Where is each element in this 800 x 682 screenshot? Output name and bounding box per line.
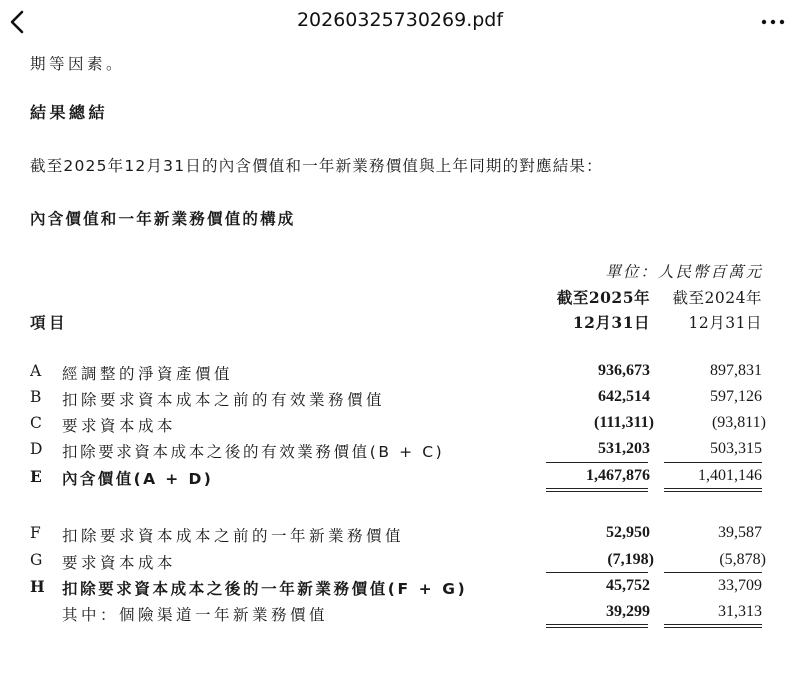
carryover-text: 期等因素。 [30, 55, 126, 73]
unit-note: 單位：人民幣百萬元 [605, 263, 763, 281]
document-page[interactable] [0, 44, 800, 682]
row-label: 要求資本成本 [62, 417, 177, 435]
value-2024: 897,831 [710, 362, 762, 379]
col-2024-header-line2: 12月31日 [688, 314, 762, 332]
item-column-header: 項目 [30, 314, 69, 332]
row-label: 經調整的淨資產價值 [62, 365, 234, 383]
more-horizontal-icon [760, 8, 786, 36]
col-2024-header-line1: 截至2024年 [672, 289, 762, 307]
value-2024: 33,709 [718, 577, 762, 594]
subtotal-rule [664, 462, 762, 463]
total-double-rule [664, 624, 762, 625]
value-2025: 936,673 [598, 362, 650, 379]
value-2025: 39,299 [606, 603, 650, 620]
value-2025: 45,752 [606, 577, 650, 594]
total-double-rule [664, 491, 762, 492]
row-code: B [30, 388, 42, 406]
section-title: 結果總結 [30, 103, 109, 122]
total-double-rule [546, 488, 648, 489]
row-code: C [30, 414, 42, 432]
more-options-button[interactable] [760, 8, 786, 36]
value-2024: 1,401,146 [698, 467, 762, 484]
total-double-rule [664, 488, 762, 489]
value-2025: 1,467,876 [586, 467, 650, 484]
total-double-rule [664, 627, 762, 628]
value-2024: (5,878) [719, 551, 766, 568]
viewer-top-bar [0, 0, 800, 44]
subtotal-rule [664, 572, 762, 573]
value-2025: 531,203 [598, 440, 650, 457]
value-2024: (93,811) [711, 414, 766, 431]
row-label: 扣除要求資本成本之前的一年新業務價值 [62, 527, 405, 545]
row-code: A [30, 362, 42, 380]
value-2024: 503,315 [710, 440, 762, 457]
value-2025: 642,514 [598, 388, 650, 405]
value-2024: 31,313 [718, 603, 762, 620]
row-label: 扣除要求資本成本之前的有效業務價值 [62, 391, 386, 409]
row-code: F [30, 524, 41, 542]
row-code: D [30, 440, 43, 458]
total-double-rule [546, 624, 648, 625]
table-title: 內含價值和一年新業務價值的構成 [30, 210, 296, 228]
document-filename: 20260325730269.pdf [296, 9, 504, 31]
row-label: 內含價值(A + D) [62, 470, 214, 488]
value-2024: 597,126 [710, 388, 762, 405]
total-double-rule [546, 627, 648, 628]
row-label: 扣除要求資本成本之後的一年新業務價值(F + G) [62, 580, 468, 598]
row-label: 扣除要求資本成本之後的有效業務價值(B + C) [62, 443, 445, 461]
row-code: E [30, 467, 42, 486]
value-2025: (7,198) [607, 551, 654, 568]
row-code: H [30, 577, 45, 596]
value-2025: (111,311) [593, 414, 654, 431]
row-label: 其中：個險渠道一年新業務價值 [62, 606, 329, 624]
subtotal-rule [546, 462, 648, 463]
col-2025-header-line2: 12月31日 [572, 313, 650, 332]
value-2025: 52,950 [606, 524, 650, 541]
value-2024: 39,587 [718, 524, 762, 541]
row-code: G [30, 551, 43, 569]
total-double-rule [546, 491, 648, 492]
intro-paragraph: 截至2025年12月31日的內含價值和一年新業務價值與上年同期的對應結果： [30, 157, 603, 175]
row-label: 要求資本成本 [62, 554, 177, 572]
col-2025-header-line1: 截至2025年 [556, 288, 650, 307]
subtotal-rule [546, 572, 648, 573]
